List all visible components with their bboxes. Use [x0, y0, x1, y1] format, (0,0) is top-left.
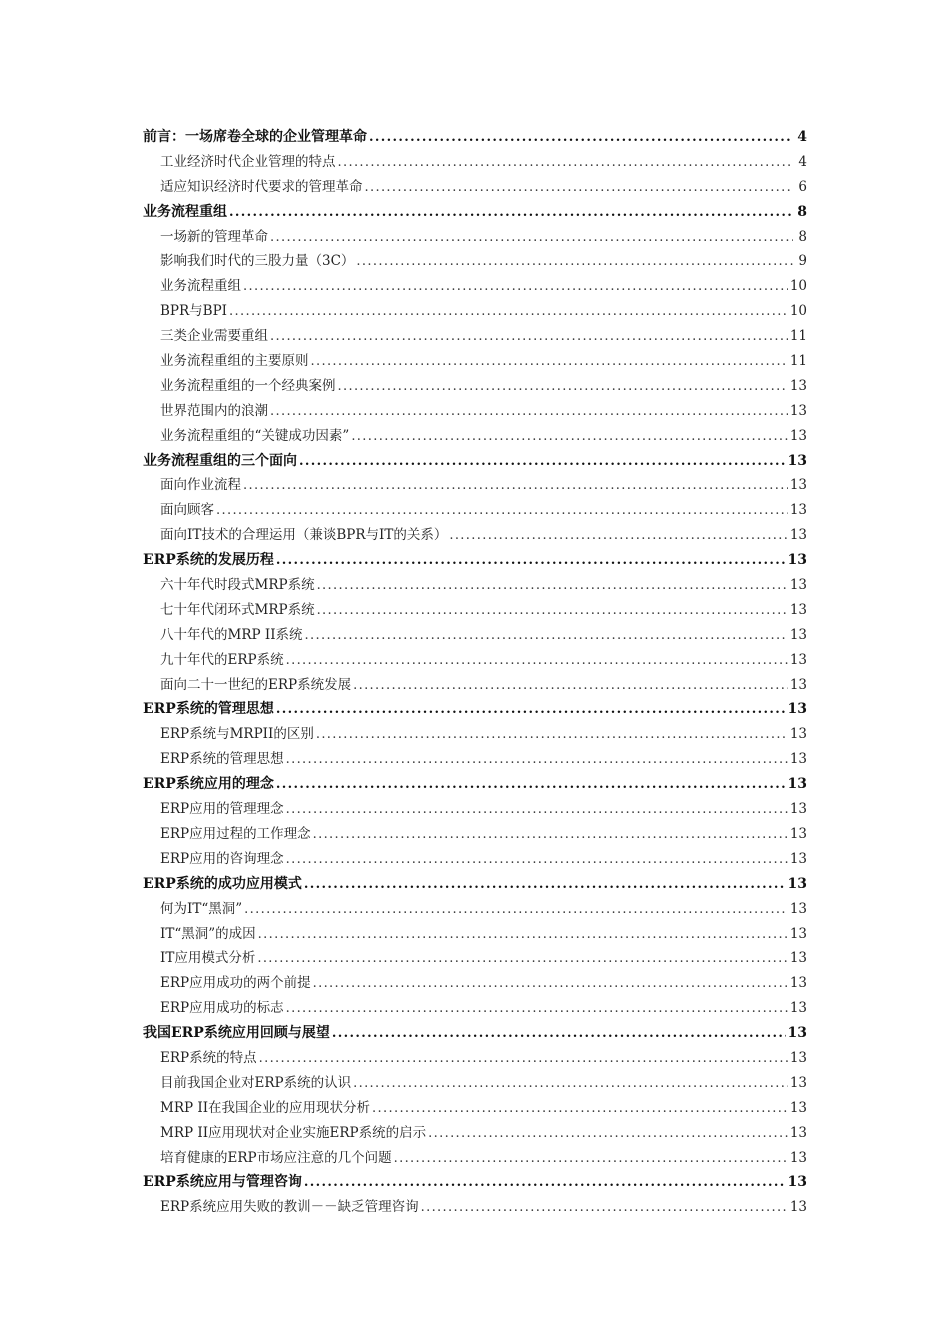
- toc-entry-page-number: 13: [789, 726, 807, 743]
- toc-entry-title: ERP系统应用失败的教训－－缺乏管理咨询: [160, 1199, 419, 1216]
- dot-leader: [286, 997, 788, 1022]
- toc-entry-title: BPR与BPI: [160, 303, 228, 320]
- toc-section-link[interactable]: [143, 1096, 807, 1121]
- toc-chapter-link[interactable]: [143, 1021, 807, 1046]
- dot-leader: [332, 1022, 786, 1047]
- table-of-contents: [143, 125, 807, 1220]
- toc-entry-page-number: 13: [789, 651, 807, 668]
- toc-entry-title: 一场新的管理革命: [160, 228, 268, 245]
- toc-entry-title: ERP应用成功的两个前提: [160, 975, 311, 992]
- dot-leader: [259, 1047, 788, 1072]
- toc-section-link[interactable]: [143, 822, 807, 847]
- toc-section-link[interactable]: [143, 1146, 807, 1171]
- toc-section-link[interactable]: [143, 523, 807, 548]
- toc-entry-page-number: 13: [789, 427, 807, 444]
- toc-entry-title: 九十年代的ERP系统: [160, 651, 284, 668]
- toc-entry-title: 我国ERP系统应用回顾与展望: [143, 1025, 330, 1042]
- toc-section-link[interactable]: [143, 324, 807, 349]
- dot-leader: [304, 1171, 786, 1196]
- toc-section-link[interactable]: [143, 971, 807, 996]
- toc-section-link[interactable]: [143, 150, 807, 175]
- toc-section-link[interactable]: [143, 722, 807, 747]
- dot-leader: [421, 1196, 788, 1221]
- dot-leader: [229, 201, 793, 226]
- toc-section-link[interactable]: [143, 648, 807, 673]
- toc-entry-page-number: 13: [787, 1025, 807, 1042]
- toc-entry-title: 前言：一场席卷全球的企业管理革命: [143, 129, 367, 145]
- toc-section-link[interactable]: [143, 424, 807, 449]
- toc-entry-title: 业务流程重组的三个面向: [143, 452, 297, 469]
- toc-entry-title: 目前我国企业对ERP系统的认识: [160, 1074, 352, 1091]
- toc-entry-title: 面向二十一世纪的ERP系统发展: [160, 676, 352, 693]
- dot-leader: [394, 1147, 788, 1172]
- toc-entry-title: ERP系统与MRPII的区别: [160, 726, 314, 743]
- toc-entry-page-number: 8: [797, 203, 807, 220]
- dot-leader: [317, 574, 788, 599]
- toc-entry-title: ERP系统应用的理念: [143, 776, 274, 793]
- toc-chapter-link[interactable]: [143, 200, 807, 225]
- dot-leader: [372, 1097, 788, 1122]
- toc-entry-title: ERP应用的管理理念: [160, 801, 284, 818]
- toc-entry-title: 面向作业流程: [160, 477, 241, 494]
- dot-leader: [305, 624, 788, 649]
- toc-chapter-link[interactable]: [143, 548, 807, 573]
- toc-entry-page-number: 13: [787, 552, 807, 569]
- toc-section-link[interactable]: [143, 1195, 807, 1220]
- dot-leader: [286, 798, 788, 823]
- toc-entry-page-number: 13: [787, 452, 807, 469]
- toc-entry-page-number: 11: [789, 328, 807, 345]
- toc-entry-page-number: 13: [789, 601, 807, 618]
- toc-entry-title: 业务流程重组: [143, 203, 227, 220]
- toc-section-link[interactable]: [143, 747, 807, 772]
- dot-leader: [270, 325, 788, 350]
- toc-entry-page-number: 13: [789, 1000, 807, 1017]
- toc-chapter-link[interactable]: [143, 449, 807, 474]
- toc-entry-title: IT应用模式分析: [160, 950, 256, 967]
- toc-entry-title: 面向顾客: [160, 502, 214, 519]
- toc-entry-page-number: 13: [789, 801, 807, 818]
- dot-leader: [311, 350, 788, 375]
- dot-leader: [229, 300, 788, 325]
- toc-entry-title: 世界范围内的浪潮: [160, 402, 268, 419]
- toc-section-link[interactable]: [143, 1071, 807, 1096]
- toc-entry-title: ERP系统的管理思想: [143, 701, 274, 718]
- toc-section-link[interactable]: [143, 175, 807, 200]
- toc-entry-page-number: 9: [798, 253, 807, 270]
- toc-entry-page-number: 13: [789, 1049, 807, 1066]
- toc-section-link[interactable]: [143, 922, 807, 947]
- dot-leader: [338, 375, 788, 400]
- dot-leader: [353, 674, 788, 699]
- toc-entry-page-number: 13: [789, 825, 807, 842]
- toc-entry-title: MRP II在我国企业的应用现状分析: [160, 1099, 371, 1116]
- dot-leader: [270, 226, 793, 251]
- toc-entry-title: 八十年代的MRP II系统: [160, 626, 303, 643]
- toc-section-link[interactable]: [143, 946, 807, 971]
- toc-entry-page-number: 13: [789, 676, 807, 693]
- toc-entry-page-number: 13: [787, 1174, 807, 1191]
- toc-entry-page-number: 13: [789, 402, 807, 419]
- toc-entry-title: 工业经济时代企业管理的特点: [160, 153, 336, 170]
- toc-entry-page-number: 13: [789, 900, 807, 917]
- toc-section-link[interactable]: [143, 249, 807, 274]
- toc-entry-title: 七十年代闭环式MRP系统: [160, 601, 315, 618]
- toc-entry-title: 何为IT“黑洞”: [160, 900, 243, 917]
- toc-entry-page-number: 11: [789, 353, 807, 370]
- toc-entry-title: 业务流程重组: [160, 278, 241, 295]
- toc-chapter-link[interactable]: [143, 697, 807, 722]
- toc-entry-page-number: 13: [789, 527, 807, 544]
- dot-leader: [313, 972, 788, 997]
- toc-entry-page-number: 4: [797, 129, 807, 145]
- toc-section-link[interactable]: [143, 1046, 807, 1071]
- toc-entry-title: 面向IT技术的合理运用（兼谈BPR与IT的关系）: [160, 527, 448, 544]
- toc-entry-title: 三类企业需要重组: [160, 328, 268, 345]
- toc-entry-title: ERP系统的管理思想: [160, 751, 284, 768]
- dot-leader: [243, 275, 788, 300]
- dot-leader: [369, 126, 793, 151]
- toc-entry-title: 业务流程重组的一个经典案例: [160, 377, 336, 394]
- toc-entry-title: 适应知识经济时代要求的管理革命: [160, 178, 363, 195]
- dot-leader: [338, 151, 794, 176]
- toc-section-link[interactable]: [143, 573, 807, 598]
- dot-leader: [286, 649, 788, 674]
- toc-entry-page-number: 13: [787, 875, 807, 892]
- dot-leader: [351, 425, 788, 450]
- toc-entry-title: ERP应用成功的标志: [160, 1000, 284, 1017]
- toc-section-link[interactable]: [143, 399, 807, 424]
- dot-leader: [428, 1122, 788, 1147]
- toc-section-link[interactable]: [143, 598, 807, 623]
- dot-leader: [243, 474, 788, 499]
- toc-entry-page-number: 13: [789, 626, 807, 643]
- toc-entry-title: ERP系统的特点: [160, 1049, 257, 1066]
- toc-chapter-link[interactable]: [143, 772, 807, 797]
- toc-entry-title: ERP系统应用与管理咨询: [143, 1174, 302, 1191]
- toc-section-link[interactable]: [143, 498, 807, 523]
- toc-section-link[interactable]: [143, 797, 807, 822]
- toc-entry-page-number: 13: [787, 701, 807, 718]
- toc-entry-page-number: 8: [798, 228, 807, 245]
- toc-entry-page-number: 10: [789, 278, 807, 295]
- dot-leader: [244, 898, 788, 923]
- toc-section-link[interactable]: [143, 673, 807, 698]
- toc-section-link[interactable]: [143, 374, 807, 399]
- toc-chapter-link[interactable]: [143, 872, 807, 897]
- dot-leader: [216, 499, 788, 524]
- dot-leader: [276, 549, 786, 574]
- toc-section-link[interactable]: [143, 473, 807, 498]
- toc-entry-title: ERP应用的咨询理念: [160, 850, 284, 867]
- toc-entry-page-number: 13: [789, 1099, 807, 1116]
- toc-entry-title: 影响我们时代的三股力量（3C）: [160, 253, 355, 270]
- toc-entry-page-number: 13: [789, 502, 807, 519]
- toc-entry-page-number: 4: [798, 153, 807, 170]
- toc-entry-title: 业务流程重组的主要原则: [160, 353, 309, 370]
- toc-entry-page-number: 13: [789, 950, 807, 967]
- toc-entry-page-number: 13: [789, 577, 807, 594]
- dot-leader: [276, 773, 786, 798]
- toc-section-link[interactable]: [143, 225, 807, 250]
- toc-entry-page-number: 13: [789, 925, 807, 942]
- dot-leader: [304, 873, 786, 898]
- dot-leader: [299, 450, 786, 475]
- toc-entry-page-number: 13: [789, 1149, 807, 1166]
- toc-section-link[interactable]: [143, 1121, 807, 1146]
- toc-section-link[interactable]: [143, 274, 807, 299]
- dot-leader: [356, 250, 793, 275]
- toc-entry-page-number: 13: [789, 1074, 807, 1091]
- toc-entry-page-number: 13: [789, 751, 807, 768]
- dot-leader: [286, 748, 788, 773]
- toc-entry-title: ERP系统的发展历程: [143, 552, 274, 569]
- toc-entry-page-number: 13: [789, 850, 807, 867]
- dot-leader: [276, 698, 786, 723]
- dot-leader: [313, 823, 788, 848]
- toc-entry-title: ERP系统的成功应用模式: [143, 875, 302, 892]
- toc-section-link[interactable]: [143, 996, 807, 1021]
- dot-leader: [316, 723, 788, 748]
- toc-entry-page-number: 10: [789, 303, 807, 320]
- toc-entry-page-number: 13: [789, 477, 807, 494]
- toc-entry-title: 六十年代时段式MRP系统: [160, 577, 315, 594]
- toc-entry-page-number: 6: [798, 178, 807, 195]
- dot-leader: [258, 923, 788, 948]
- toc-section-link[interactable]: [143, 847, 807, 872]
- toc-chapter-link[interactable]: [143, 1170, 807, 1195]
- toc-section-link[interactable]: [143, 623, 807, 648]
- toc-section-link[interactable]: [143, 349, 807, 374]
- toc-chapter-link[interactable]: [143, 125, 807, 150]
- toc-entry-page-number: 13: [789, 377, 807, 394]
- toc-entry-page-number: 13: [789, 1124, 807, 1141]
- dot-leader: [257, 947, 787, 972]
- toc-entry-title: ERP应用过程的工作理念: [160, 825, 311, 842]
- dot-leader: [317, 599, 788, 624]
- dot-leader: [365, 176, 794, 201]
- toc-section-link[interactable]: [143, 299, 807, 324]
- toc-entry-page-number: 13: [787, 776, 807, 793]
- toc-entry-title: 培育健康的ERP市场应注意的几个问题: [160, 1149, 392, 1166]
- dot-leader: [286, 848, 788, 873]
- toc-entry-title: 业务流程重组的“关键成功因素”: [160, 427, 350, 444]
- toc-entry-title: IT“黑洞”的成因: [160, 925, 256, 942]
- dot-leader: [270, 400, 788, 425]
- dot-leader: [449, 524, 787, 549]
- toc-entry-page-number: 13: [789, 975, 807, 992]
- toc-entry-page-number: 13: [789, 1199, 807, 1216]
- dot-leader: [353, 1072, 788, 1097]
- toc-section-link[interactable]: [143, 897, 807, 922]
- toc-entry-title: MRP II应用现状对企业实施ERP系统的启示: [160, 1124, 427, 1141]
